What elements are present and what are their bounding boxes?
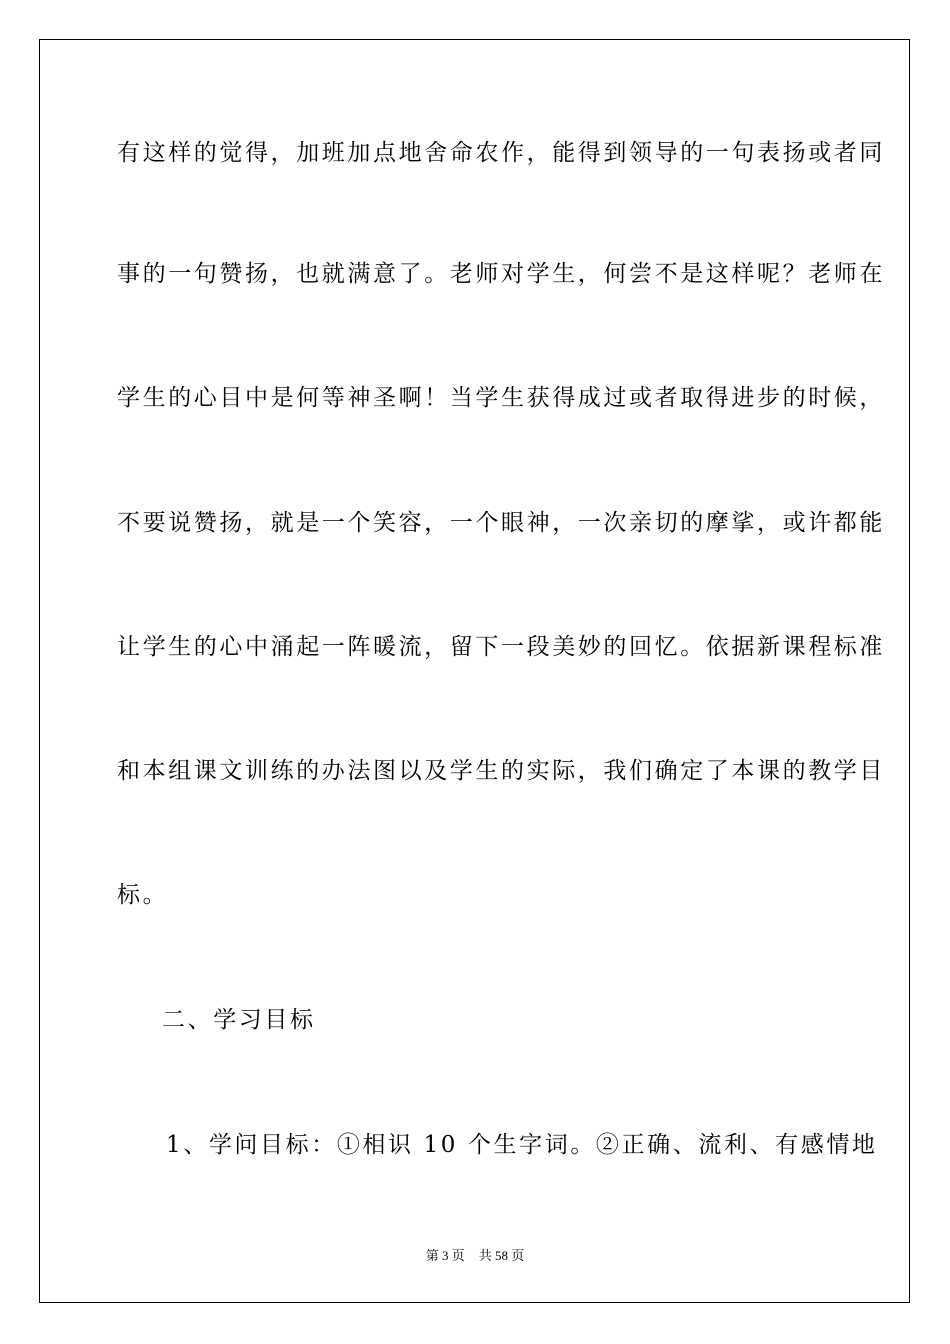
body-line-1: 有这样的觉得，加班加点地舍命农作，能得到领导的一句表扬或者同	[117, 140, 885, 166]
body-line-3: 学生的心目中是何等神圣啊！当学生获得成过或者取得进步的时候，	[117, 385, 885, 411]
body-line-2: 事的一句赞扬，也就满意了。老师对学生，何尝不是这样呢？老师在	[117, 261, 885, 287]
body-line-5: 让学生的心中涌起一阵暖流，留下一段美妙的回忆。依据新课程标准	[117, 634, 885, 660]
body-line-4: 不要说赞扬，就是一个笑容，一个眼神，一次亲切的摩挲，或许都能	[117, 510, 885, 536]
section-heading: 二、学习目标	[162, 1007, 316, 1033]
body-line-7: 标。	[117, 882, 169, 908]
objective-item-1: 1、学问目标：①相识 10 个生字词。②正确、流利、有感情地	[166, 1132, 878, 1158]
page-border	[39, 39, 910, 1303]
page-total: 共 58 页	[478, 1248, 525, 1263]
body-line-6: 和本组课文训练的办法图以及学生的实际，我们确定了本课的教学目	[117, 758, 885, 784]
page-number: 第 3 页	[425, 1248, 465, 1263]
page-footer	[0, 1247, 950, 1265]
